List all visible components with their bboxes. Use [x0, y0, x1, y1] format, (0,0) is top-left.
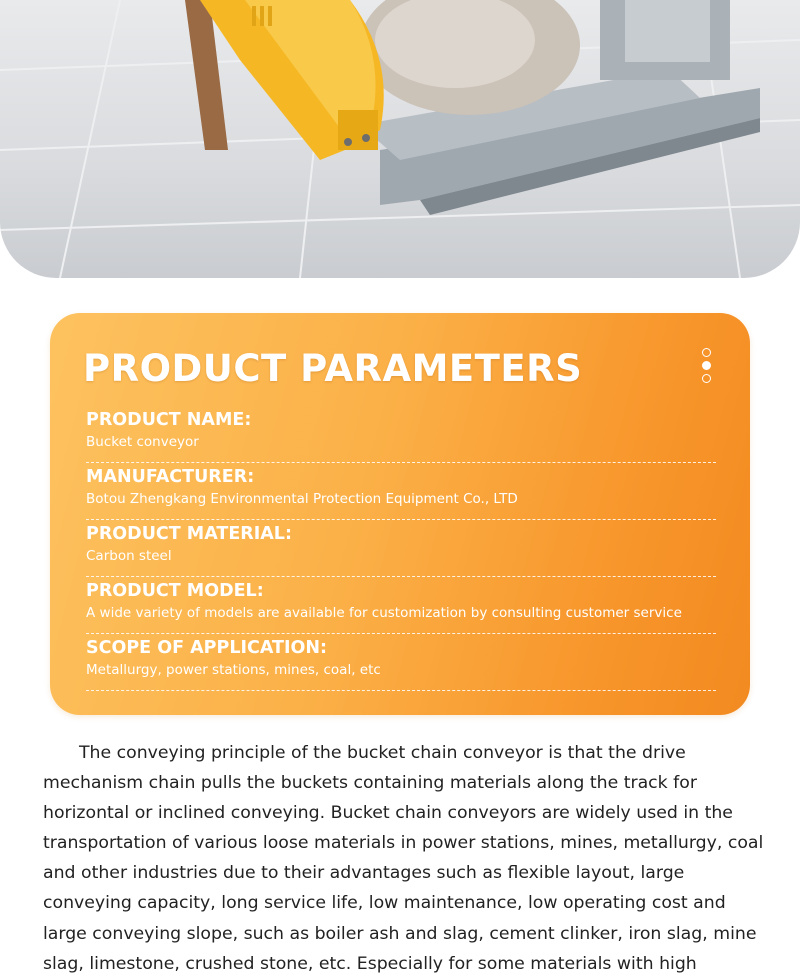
decorative-dots-icon	[700, 348, 712, 387]
param-label: PRODUCT MODEL:	[86, 581, 264, 601]
param-label: MANUFACTURER:	[86, 467, 255, 487]
parameters-title: PRODUCT PARAMETERS	[83, 347, 583, 390]
param-manufacturer	[86, 467, 716, 520]
hero-product-photo	[0, 0, 800, 278]
param-scope-of-application	[86, 638, 716, 691]
bucket-conveyor-illustration	[0, 0, 800, 278]
dot-icon	[702, 374, 711, 383]
param-product-material	[86, 524, 716, 577]
param-value: Metallurgy, power stations, mines, coal, etc	[86, 662, 381, 678]
dot-icon	[702, 348, 711, 357]
param-product-model	[86, 581, 716, 634]
upright-frame-inner	[625, 0, 710, 62]
param-value: Botou Zhengkang Environmental Protection Equipment Co., LTD	[86, 491, 518, 507]
bolt	[344, 138, 352, 146]
mount-bracket	[338, 110, 378, 150]
param-label: SCOPE OF APPLICATION:	[86, 638, 327, 658]
bolt	[362, 134, 370, 142]
product-description: The conveying principle of the bucket chain conveyor is that the drive mechanism chain pulls the buckets containing materials along the track for horizontal or inclined conveying. Bucket chain conveyors are widely used in the transportation of various loose materials in power stations, mines, metallurgy, coal and other industries due to their advantages such as flexible layout, large conveying capacity, long service life, low maintenance, low operating cost and large conveying slope, such as boiler ash and slag, cement clinker, iron slag, mine slag, limestone, crushed stone, etc. Especially for some materials with high	[43, 743, 764, 974]
param-value: Bucket conveyor	[86, 434, 199, 450]
param-value: A wide variety of models are available for customization by consulting customer service	[86, 605, 682, 621]
param-label: PRODUCT MATERIAL:	[86, 524, 292, 544]
param-product-name	[86, 410, 716, 463]
param-value: Carbon steel	[86, 548, 172, 564]
vent-slots	[252, 6, 272, 26]
dot-icon	[702, 361, 711, 370]
product-parameters-card	[50, 313, 750, 715]
param-label: PRODUCT NAME:	[86, 410, 252, 430]
